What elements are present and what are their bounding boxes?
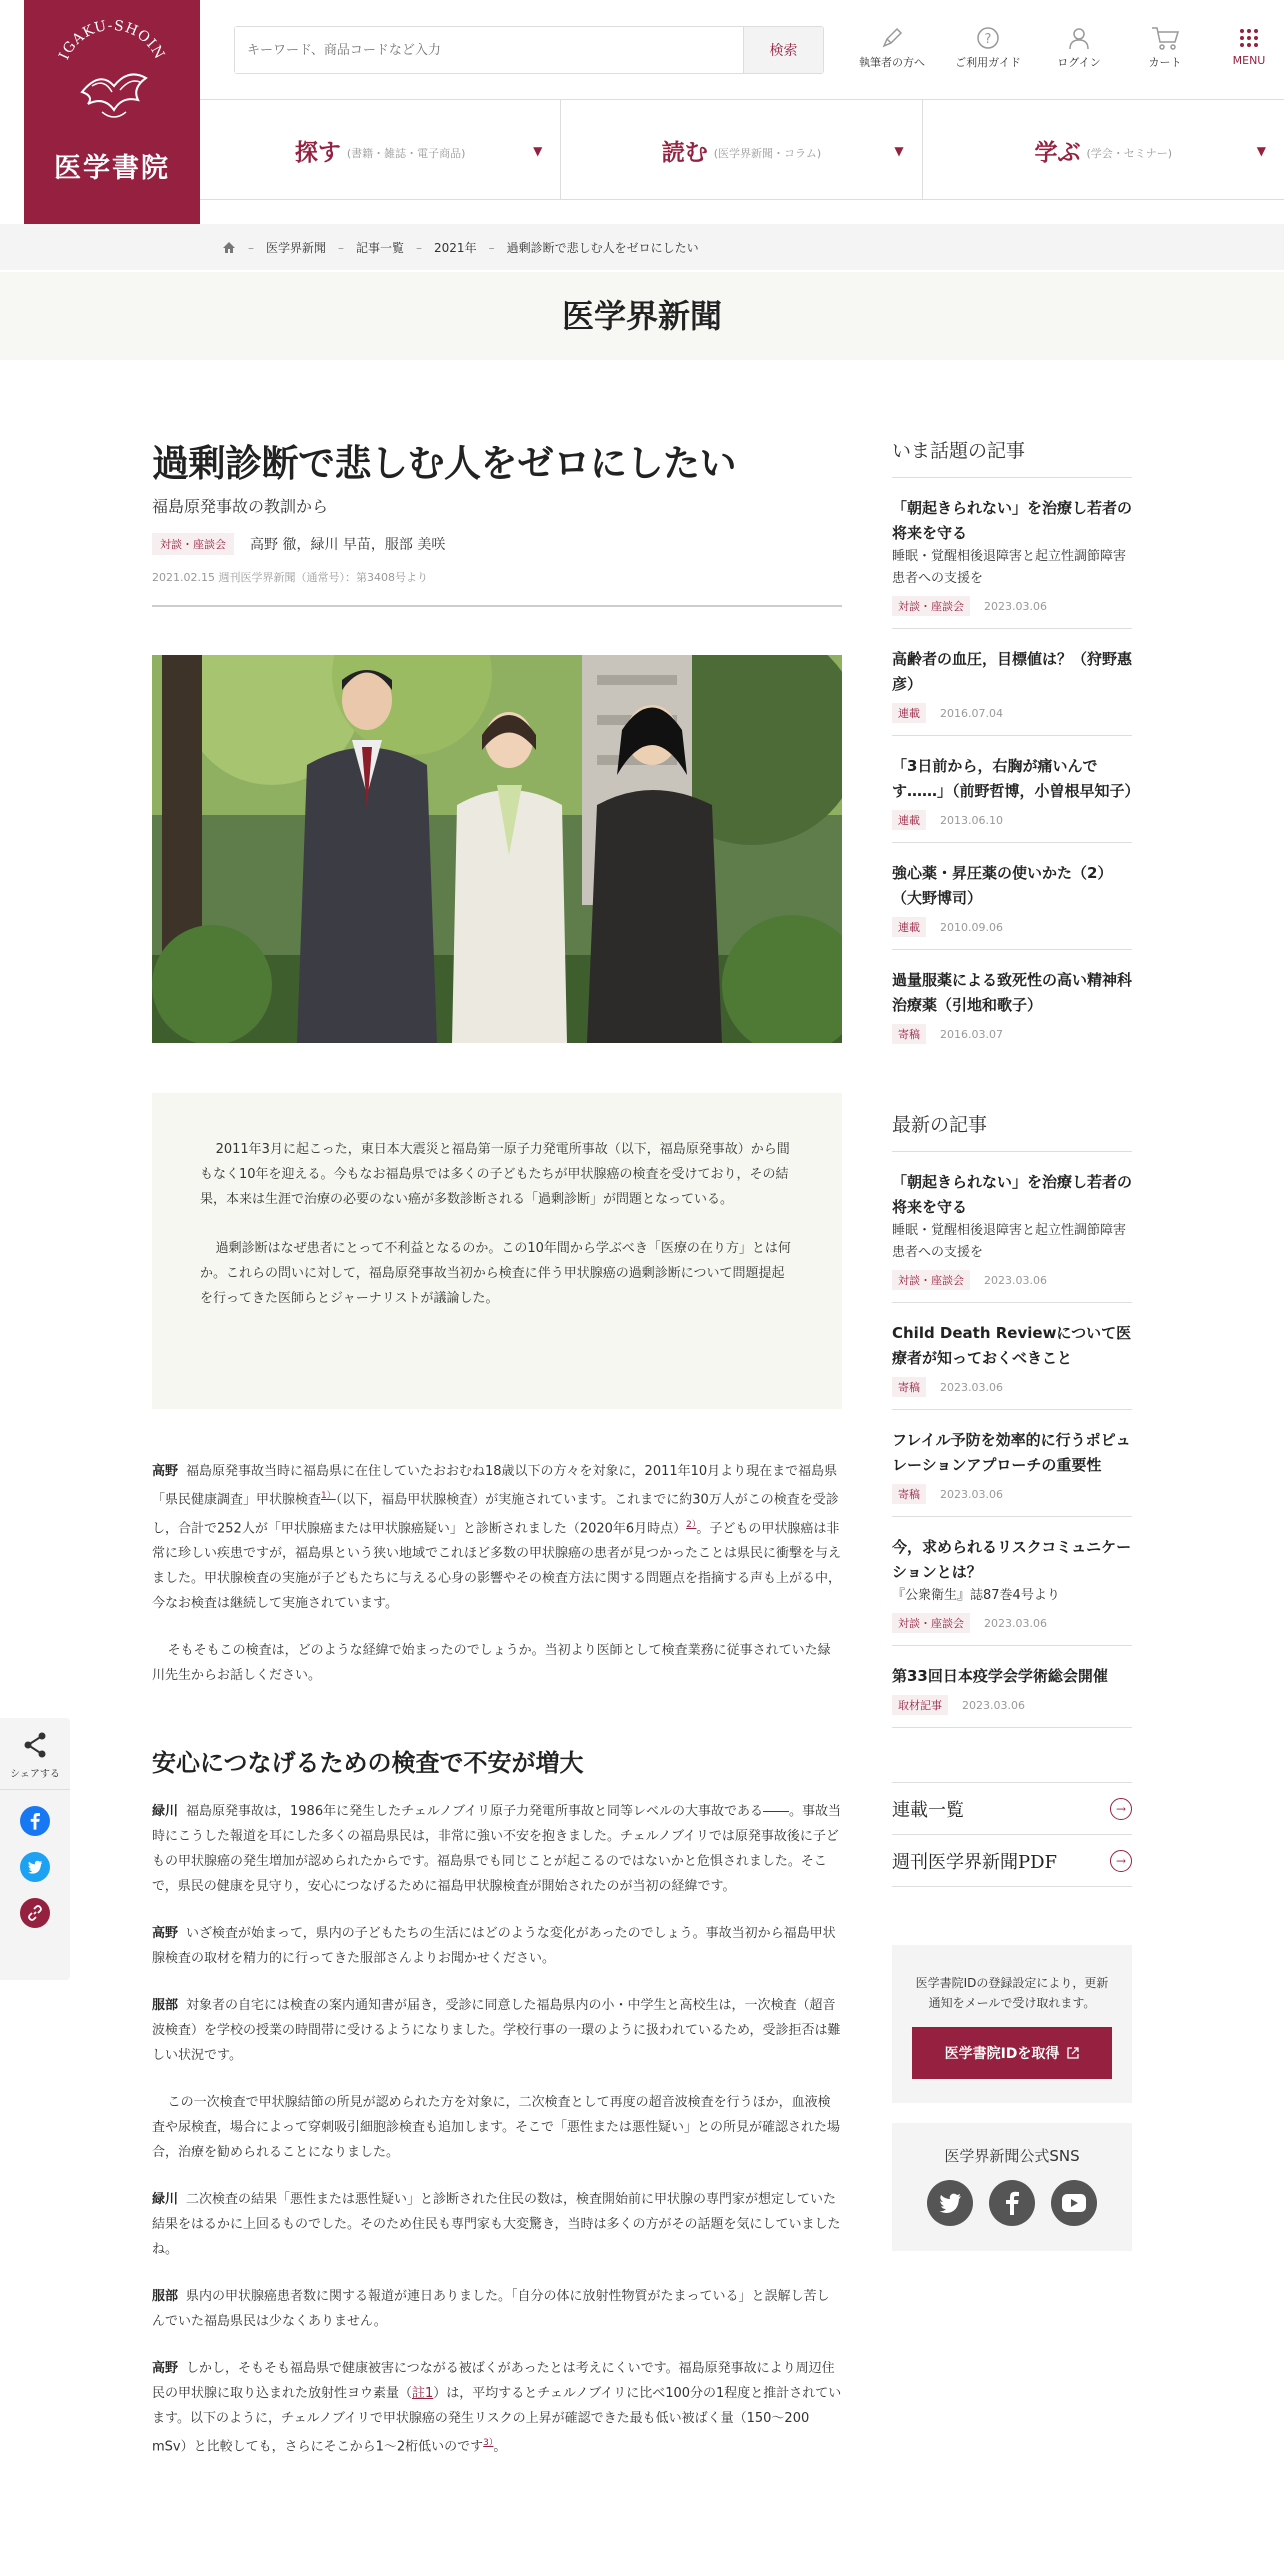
item-title: 「3日前から，右胸が痛いんです……」（前野哲博，小曽根早知子） <box>892 757 1140 800</box>
item-title: 高齢者の血圧，目標値は？（狩野惠彦） <box>892 650 1133 693</box>
sidebar <box>892 436 1140 2251</box>
sns-icons <box>892 2180 1132 2226</box>
main-nav-learn[interactable] <box>923 100 1284 200</box>
item-tag: 寄稿 <box>892 1377 926 1397</box>
text: 福島原発事故は，1986年に発生したチェルノブイリ原子力発電所事故と同等レベルの大事故である――。事故当時にこうした報道を耳にした多くの福島県民は，非常に強い不安を抱きました。チェルノブイリでは原発事故後に子どもの甲状腺癌の発生増加が認められたからです。福島県でも同じことが起こるのではないかと危惧されました。そこで，県民の健康を見守り，安心につなげるために福島甲状腺検査が開始されたのが当初の経緯です。 <box>152 1803 842 1894</box>
item-date: 2023.03.06 <box>984 1616 1047 1630</box>
youtube-icon[interactable] <box>1051 2180 1097 2226</box>
top-nav-label: カート <box>1148 56 1182 69</box>
divider <box>152 605 842 607</box>
category-tag[interactable]: 対談・座談会 <box>152 533 234 555</box>
text: 福島原発事故当時に福島県に在住していたおおむね18歳以下の方々を対象に，2011年10月より現在まで福島県「県民健康調査」甲状腺検査 <box>152 1464 838 1508</box>
paragraph <box>152 1799 842 1899</box>
id-promo <box>892 1945 1132 2103</box>
main-nav-sub: (書籍・雑誌・電子商品) <box>346 147 466 160</box>
item-tag: 取材記事 <box>892 1695 948 1715</box>
main-nav-search[interactable] <box>200 100 561 200</box>
speaker: 高野 <box>152 2360 179 2376</box>
main-nav-label: 探す <box>294 138 341 166</box>
search-button[interactable]: 検索 <box>743 27 823 73</box>
top-nav-label: 執筆者の方へ <box>859 56 925 69</box>
item-title: Child Death Reviewについて医療者が知っておくべきこと <box>892 1324 1132 1367</box>
text: 対象者の自宅には検査の案内通知書が届き，受診に同意した福島県内の小・中学生と高校生は，一次検査（超音波検査）を学校の授業の時間帯に受けるようになりました。学校行事の一環のように扱われているため，受診拒否は難しい状況です。 <box>152 1997 841 2063</box>
lead-paragraph: 過剰診断はなぜ患者にとって不利益となるのか。この10年間から学ぶべき「医療の在り方」とは何か。これらの問いに対して，福島原発事故当初から検査に伴う甲状腺癌の過剰診断について問題提起を行ってきた医師らとジャーナリストが議論した。 <box>200 1241 791 1307</box>
latest-list <box>892 1152 1132 1728</box>
share-label: シェアする <box>10 1769 60 1780</box>
text: いざ検査が始まって，県内の子どもたちの生活にはどのような変化があったのでしょう。事故当初から福島甲状腺検査の取材を精力的に行ってきた服部さんよりお聞かせください。 <box>152 1925 836 1966</box>
caret-down-icon: ▼ <box>1256 144 1266 158</box>
link-label: 週刊医学界新聞PDF <box>892 1851 1058 1873</box>
text: しかし，そもそも福島県で健康被害につながる被ばくがあったとは考えにくいです。福島原発事故により周辺住民の甲状腺に取り込まれた放射性ヨウ素量（ <box>152 2360 835 2401</box>
breadcrumb <box>222 239 699 256</box>
arrow-right-icon: → <box>1110 1850 1132 1872</box>
article <box>152 440 842 2481</box>
main-nav <box>200 100 1284 200</box>
item-title: 第33回日本疫学会学術総会開催 <box>892 1667 1108 1685</box>
speaker: 緑川 <box>152 1803 179 1819</box>
item-tag: 連載 <box>892 703 926 723</box>
item-subtitle: 『公衆衛生』誌87巻4号より <box>892 1588 1060 1603</box>
svg-text:IGAKU-SHOIN: IGAKU-SHOIN <box>56 17 168 63</box>
main-nav-sub: (医学界新聞・コラム) <box>713 147 822 160</box>
item-date: 2023.03.06 <box>984 1273 1047 1287</box>
emblem-icon <box>42 12 182 142</box>
cart-icon <box>1150 25 1180 51</box>
breadcrumb-separator: – <box>338 240 345 255</box>
popular-item[interactable] <box>892 629 1132 736</box>
facebook-icon[interactable] <box>989 2180 1035 2226</box>
breadcrumb-item[interactable]: 医学界新聞 <box>266 241 327 255</box>
latest-item[interactable] <box>892 1410 1132 1517</box>
speaker: 高野 <box>152 1464 179 1480</box>
speaker: 服部 <box>152 1997 179 2013</box>
popular-list <box>892 478 1140 1056</box>
popular-item[interactable] <box>892 478 1132 629</box>
latest-item[interactable] <box>892 1646 1132 1728</box>
article-meta <box>152 533 842 555</box>
speaker: 緑川 <box>152 2191 179 2207</box>
paragraph <box>152 2284 842 2334</box>
popular-item[interactable] <box>892 950 1132 1056</box>
item-title: 今，求められるリスクコミュニケーションとは？ <box>892 1538 1132 1581</box>
item-subtitle: 睡眠・覚醒相後退障害と起立性調節障害患者への支援を <box>892 1223 1127 1260</box>
paragraph <box>152 2187 842 2262</box>
share-twitter-icon[interactable] <box>20 1852 50 1882</box>
link-label: 連載一覧 <box>892 1799 964 1821</box>
item-date: 2023.03.06 <box>984 599 1047 613</box>
item-tag: 対談・座談会 <box>892 1270 970 1290</box>
sns-box <box>892 2123 1132 2251</box>
article-title: 過剰診断で悲しむ人をゼロにしたい <box>152 441 736 485</box>
share-panel <box>0 1718 70 1980</box>
main-nav-label: 読む <box>661 138 708 166</box>
logo-text: 医学書院 <box>54 153 170 184</box>
item-title: 「朝起きられない」を治療し若者の将来を守る <box>892 499 1133 542</box>
latest-heading: 最新の記事 <box>892 1110 1132 1152</box>
footnote-link[interactable]: 2） <box>686 1519 697 1530</box>
svg-text:?: ? <box>984 32 992 47</box>
search-input[interactable] <box>235 27 743 73</box>
item-tag: 寄稿 <box>892 1484 926 1504</box>
text: 。 <box>493 2439 507 2455</box>
article-photo <box>152 655 842 1043</box>
main-nav-label: 学ぶ <box>1034 138 1081 166</box>
article-pubdate: 2021.02.15 週刊医学界新聞（通常号）：第3408号より <box>152 571 428 585</box>
user-icon <box>1066 25 1092 51</box>
top-nav-login[interactable] <box>1042 0 1116 100</box>
breadcrumb-item[interactable]: 2021年 <box>434 241 477 255</box>
item-tag: 連載 <box>892 810 926 830</box>
section-title: 医学界新聞 <box>561 297 722 335</box>
text: 県内の甲状腺癌患者数に関する報道が連日ありました。「自分の体に放射性物質がたまっている」と誤解し苦しんでいた福島県民は少なくありません。 <box>152 2288 830 2329</box>
top-nav-guide[interactable] <box>946 0 1030 100</box>
note-link[interactable]: 註1 <box>412 2385 434 2401</box>
item-tag: 対談・座談会 <box>892 596 970 616</box>
home-icon[interactable] <box>222 241 236 254</box>
id-promo-text: 医学書院IDの登録設定により，更新通知をメールで受け取れます。 <box>915 1976 1109 2010</box>
item-date: 2013.06.10 <box>940 813 1003 827</box>
article-body <box>152 1459 842 2459</box>
item-subtitle: 睡眠・覚醒相後退障害と起立性調節障害患者への支援を <box>892 549 1127 586</box>
pen-icon <box>879 25 905 51</box>
breadcrumb-separator: – <box>416 240 423 255</box>
text: 二次検査の結果「悪性または悪性疑い」と診断された住民の数は，検査開始前に甲状腺の専門家が想定していた結果をはるかに上回るものでした。そのため住民も専門家も大変驚き，当時は多くの方がその話題を気にしていましたね。 <box>152 2191 841 2257</box>
share-toggle[interactable] <box>0 1718 70 1790</box>
latest-item[interactable] <box>892 1152 1132 1303</box>
menu-label: MENU <box>1232 54 1266 67</box>
top-nav-label: ご利用ガイド <box>955 56 1021 69</box>
top-nav-label: ログイン <box>1057 56 1101 69</box>
speaker: 高野 <box>152 1925 179 1941</box>
external-link-icon <box>1067 2047 1079 2059</box>
caret-down-icon: ▼ <box>894 144 904 158</box>
article-authors: 高野 徹，緑川 早苗，服部 美咲 <box>250 537 446 554</box>
button-label: 医学書院IDを取得 <box>944 2046 1060 2062</box>
paragraph <box>152 1921 842 1971</box>
paragraph <box>152 2356 842 2459</box>
header-top <box>200 0 1284 100</box>
item-title: 強心薬・昇圧薬の使いかた（2）（大野博司） <box>892 864 1113 907</box>
help-icon <box>975 25 1001 51</box>
arrow-right-icon: → <box>1110 1798 1132 1820</box>
top-nav <box>838 0 1284 100</box>
menu-button[interactable] <box>1214 0 1284 100</box>
footnote-link[interactable]: 1） <box>321 1491 336 1502</box>
share-icon <box>23 1732 47 1758</box>
breadcrumb-item[interactable]: 記事一覧 <box>356 241 405 255</box>
item-title: フレイル予防を効率的に行うポピュレーションアプローチの重要性 <box>892 1431 1131 1474</box>
text: 。子どもの甲状腺癌は非常に珍しい疾患ですが，福島県という狭い地域でこれほど多数の甲状腺癌の患者が見つかったことは県民に衝撃を与えました。甲状腺検査の実施が子どもたちに与える心身の影響やその検査方法に関する問題点を指摘する声も上がる中，今なお検査は継続して実施されています。 <box>152 1520 842 1611</box>
pdf-link[interactable] <box>892 1835 1132 1887</box>
item-tag: 対談・座談会 <box>892 1613 970 1633</box>
paragraph: そもそもこの検査は，どのような経緯で始まったのでしょうか。当初より医師として検査業務に従事されていた緑川先生からお話しください。 <box>152 1642 831 1683</box>
section-band <box>0 272 1284 360</box>
item-date: 2023.03.06 <box>962 1698 1025 1712</box>
popular-heading: いま話題の記事 <box>892 436 1132 478</box>
text: （以下，福島甲状腺検査）が実施されています。これまでに約30万人がこの検査を受診し，合計で252人が「甲状腺癌または甲状腺癌疑い」と診断されました（2020年6月時点） <box>152 1492 839 1536</box>
speaker: 服部 <box>152 2288 179 2304</box>
breadcrumb-bar <box>0 224 1284 270</box>
twitter-icon[interactable] <box>927 2180 973 2226</box>
series-list-link[interactable] <box>892 1783 1132 1835</box>
sns-heading: 医学界新聞公式SNS <box>944 2147 1080 2165</box>
item-title: 「朝起きられない」を治療し若者の将来を守る <box>892 1173 1133 1216</box>
paragraph <box>152 1993 842 2068</box>
caret-down-icon: ▼ <box>533 144 543 158</box>
breadcrumb-separator: – <box>488 240 495 255</box>
paragraph: この一次検査で甲状腺結節の所見が認められた方を対象に，二次検査として再度の超音波検査を行うほか，血液検査や尿検査，場合によって穿刺吸引細胞診検査も追加します。そこで「悪性または悪性疑い」との所見が確認された場合，治療を勧められることになりました。 <box>152 2094 840 2160</box>
paragraph <box>152 1459 842 1616</box>
item-date: 2023.03.06 <box>940 1380 1003 1394</box>
top-nav-cart[interactable] <box>1128 0 1202 100</box>
grid-menu-icon <box>1238 27 1260 49</box>
get-id-button[interactable] <box>912 2027 1112 2079</box>
section-heading: 安心につなげるための検査で不安が増大 <box>152 1747 584 1777</box>
copy-link-icon[interactable] <box>20 1898 50 1928</box>
site-logo[interactable] <box>24 0 200 250</box>
popular-item[interactable] <box>892 843 1132 950</box>
item-title: 過量服薬による致死性の高い精神科治療薬（引地和歌子） <box>892 971 1133 1014</box>
latest-item[interactable] <box>892 1303 1132 1410</box>
text: ）は，平均するとチェルノブイリに比べ100分の1程度と推計されています。以下のように，チェルノブイリで甲状腺癌の発生リスクの上昇が確認できた最も低い被ばく量（150～200 mSv）と比較しても，さらにそこから1～2桁低いのです <box>152 2385 842 2455</box>
item-tag: 寄稿 <box>892 1024 926 1044</box>
main-nav-sub: (学会・セミナー) <box>1086 147 1173 160</box>
lead-paragraph: 2011年3月に起こった，東日本大震災と福島第一原子力発電所事故（以下，福島原発事故）から間もなく10年を迎える。今もなお福島県では多くの子どもたちが甲状腺癌の検査を受けており，その結果，本来は生涯で治療の必要のない癌が多数診断される「過剰診断」が問題となっている。 <box>200 1142 790 1208</box>
footnote-link[interactable]: 3） <box>483 2437 494 2448</box>
latest-item[interactable] <box>892 1517 1132 1646</box>
top-nav-authors[interactable] <box>850 0 934 100</box>
item-date: 2016.07.04 <box>940 706 1003 720</box>
item-tag: 連載 <box>892 917 926 937</box>
share-facebook-icon[interactable] <box>20 1806 50 1836</box>
item-date: 2010.09.06 <box>940 920 1003 934</box>
main-nav-read[interactable] <box>561 100 922 200</box>
breadcrumb-separator: – <box>248 240 254 255</box>
breadcrumb-current: 過剰診断で悲しむ人をゼロにしたい <box>506 241 699 255</box>
photo-illustration <box>152 655 842 1043</box>
lead-box <box>152 1093 842 1409</box>
search-bar <box>234 26 824 74</box>
item-date: 2016.03.07 <box>940 1027 1003 1041</box>
article-subtitle: 福島原発事故の教訓から <box>152 497 329 517</box>
item-date: 2023.03.06 <box>940 1487 1003 1501</box>
sidebar-links <box>892 1782 1132 1887</box>
popular-item[interactable] <box>892 736 1140 843</box>
